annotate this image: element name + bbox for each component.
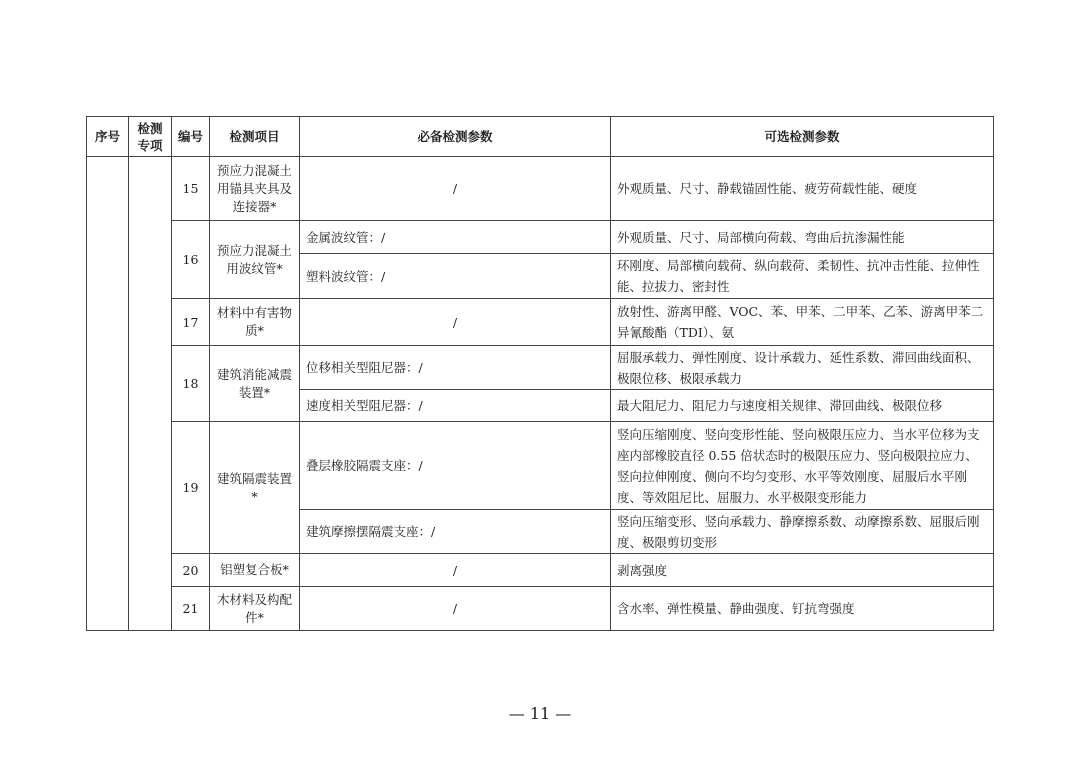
required-cell: / <box>300 299 611 346</box>
item-cell: 木材料及构配件* <box>210 587 300 631</box>
item-cell: 建筑隔震装置* <box>210 422 300 554</box>
item-cell: 材料中有害物质* <box>210 299 300 346</box>
optional-cell: 最大阻尼力、阻尼力与速度相关规律、滞回曲线、极限位移 <box>611 390 994 422</box>
required-cell: / <box>300 554 611 587</box>
table-row-20 <box>87 554 994 587</box>
optional-cell: 竖向压缩刚度、竖向变形性能、竖向极限压应力、当水平位移为支座内部橡胶直径 0.55 倍状态时的极限压应力、竖向极限拉应力、竖向拉伸刚度、侧向不均匀变形、水平等效刚度、屈服后水平刚度、等效阻尼比、屈服力、水平极限变形能力 <box>611 422 994 510</box>
code-cell: 16 <box>172 221 210 299</box>
optional-cell: 含水率、弹性模量、静曲强度、钉抗弯强度 <box>611 587 994 631</box>
detection-parameters-table <box>86 116 994 631</box>
header-required: 必备检测参数 <box>300 117 611 157</box>
optional-cell: 放射性、游离甲醛、VOC、苯、甲苯、二甲苯、乙苯、游离甲苯二异氰酸酯（TDI）、氨 <box>611 299 994 346</box>
item-cell: 建筑消能减震装置* <box>210 346 300 422</box>
optional-cell: 竖向压缩变形、竖向承载力、静摩擦系数、动摩擦系数、屈服后刚度、极限剪切变形 <box>611 510 994 554</box>
code-cell: 19 <box>172 422 210 554</box>
required-cell: / <box>300 157 611 221</box>
required-cell: 金属波纹管：/ <box>300 221 611 254</box>
table-header-row <box>87 117 994 157</box>
optional-cell: 剥离强度 <box>611 554 994 587</box>
required-cell: 叠层橡胶隔震支座：/ <box>300 422 611 510</box>
optional-cell: 外观质量、尺寸、局部横向荷载、弯曲后抗渗漏性能 <box>611 221 994 254</box>
header-category-text: 检测专项 <box>137 120 163 153</box>
optional-cell: 外观质量、尺寸、静载锚固性能、疲劳荷载性能、硬度 <box>611 157 994 221</box>
table-row-21 <box>87 587 994 631</box>
code-cell: 18 <box>172 346 210 422</box>
table-row-15 <box>87 157 994 221</box>
item-cell: 预应力混凝土用波纹管* <box>210 221 300 299</box>
optional-cell: 屈服承载力、弹性刚度、设计承载力、延性系数、滞回曲线面积、极限位移、极限承载力 <box>611 346 994 390</box>
header-code: 编号 <box>172 117 210 157</box>
table-row-18a <box>87 346 994 390</box>
required-cell: 速度相关型阻尼器：/ <box>300 390 611 422</box>
page-number: — 11 — <box>508 704 572 723</box>
code-cell: 17 <box>172 299 210 346</box>
required-cell: 塑料波纹管：/ <box>300 254 611 299</box>
optional-cell: 环刚度、局部横向载荷、纵向载荷、柔韧性、抗冲击性能、拉伸性能、拉拔力、密封性 <box>611 254 994 299</box>
code-cell: 15 <box>172 157 210 221</box>
required-cell: 建筑摩擦摆隔震支座：/ <box>300 510 611 554</box>
item-cell: 铝塑复合板* <box>210 554 300 587</box>
category-cell <box>129 157 172 631</box>
item-cell: 预应力混凝土用锚具夹具及连接器* <box>210 157 300 221</box>
code-cell: 20 <box>172 554 210 587</box>
table-row-16a <box>87 221 994 254</box>
table-row-19a <box>87 422 994 510</box>
header-category <box>129 117 172 157</box>
header-item: 检测项目 <box>210 117 300 157</box>
required-cell: / <box>300 587 611 631</box>
code-cell: 21 <box>172 587 210 631</box>
seq-cell <box>87 157 129 631</box>
header-optional: 可选检测参数 <box>611 117 994 157</box>
header-seq: 序号 <box>87 117 129 157</box>
required-cell: 位移相关型阻尼器：/ <box>300 346 611 390</box>
table-row-17 <box>87 299 994 346</box>
